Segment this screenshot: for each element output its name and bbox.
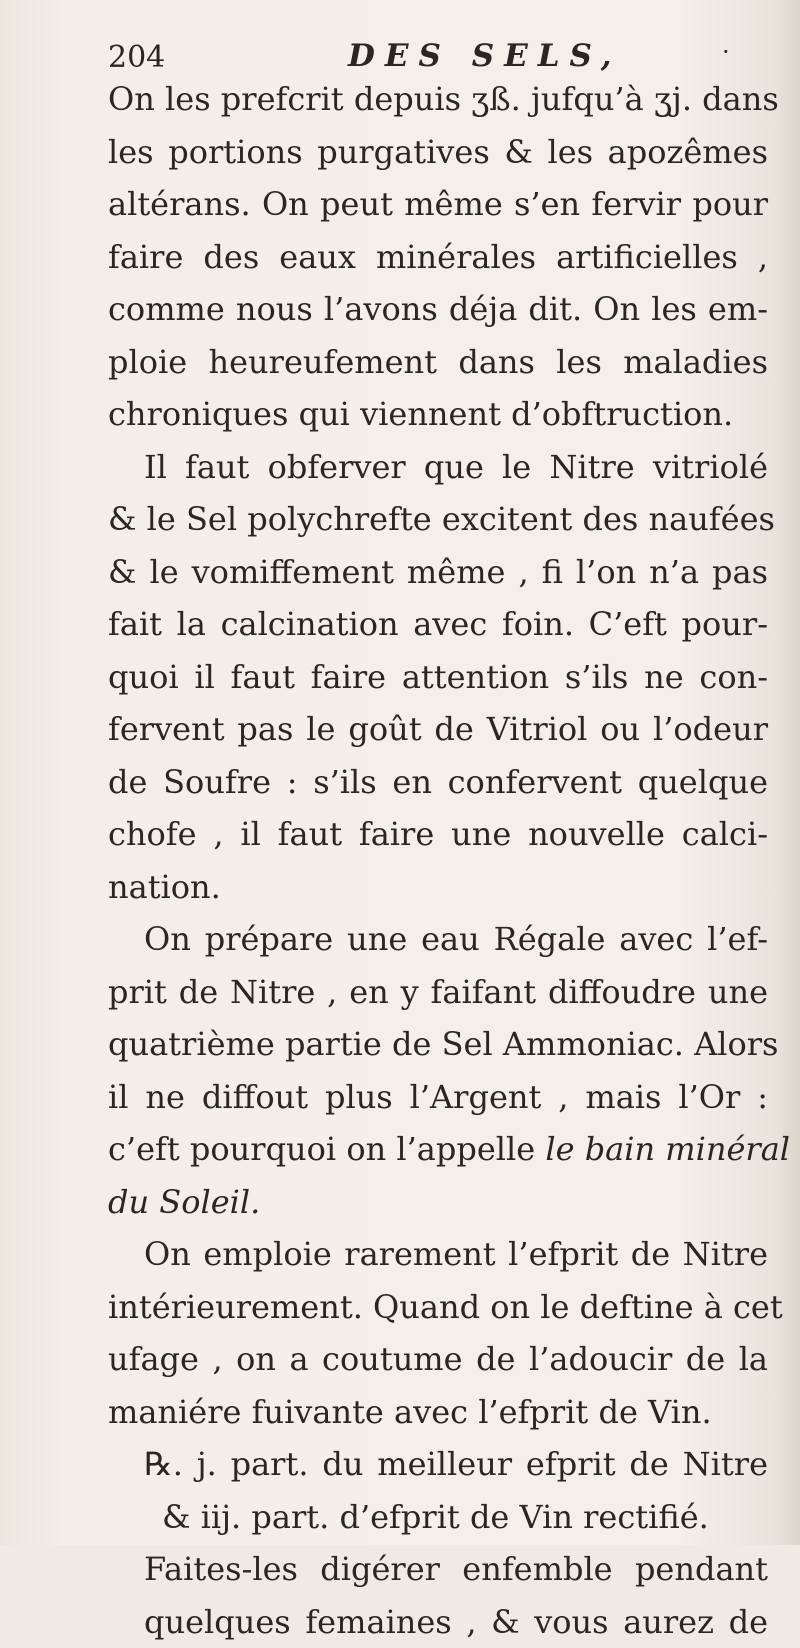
line-text: chofe , il faut faire une nouvelle calci- xyxy=(108,815,768,853)
line-text: c’eft pourquoi on l’appelle xyxy=(108,1130,535,1168)
line-text: & le vomiffement même , fi l’on n’a pas xyxy=(108,553,768,591)
text-line xyxy=(108,651,768,704)
header-mark: · xyxy=(722,38,730,66)
text-line xyxy=(108,1438,768,1491)
page-number: 204 xyxy=(108,40,165,75)
text-line xyxy=(108,756,768,809)
text-line xyxy=(108,1281,768,1334)
line-text: comme nous l’avons déja dit. On les em- xyxy=(108,290,768,328)
line-text: chroniques qui viennent d’obftruction. xyxy=(108,395,733,433)
text-line xyxy=(108,73,768,126)
line-text: faire des eaux minérales artificielles , xyxy=(108,238,768,276)
text-line xyxy=(108,703,768,756)
text-line xyxy=(108,1123,768,1176)
line-text: altérans. On peut même s’en fervir pour xyxy=(108,185,768,223)
line-text: fervent pas le goût de Vitriol ou l’odeur xyxy=(108,710,768,748)
line-text: prit de Nitre , en y faifant diffoudre une xyxy=(108,973,768,1011)
text-line xyxy=(108,1596,768,1648)
line-text: il ne diffout plus l’Argent , mais l’Or : xyxy=(108,1078,768,1116)
text-line xyxy=(108,231,768,284)
text-line xyxy=(108,1228,768,1281)
text-line xyxy=(108,336,768,389)
line-text: & iij. part. d’efprit de Vin rectifié. xyxy=(162,1498,709,1536)
text-line xyxy=(108,283,768,336)
line-text: du Soleil. xyxy=(108,1183,260,1221)
text-line xyxy=(108,913,768,966)
text-line xyxy=(108,546,768,599)
text-line xyxy=(108,966,768,1019)
line-text: ℞. j. part. du meilleur efprit de Nitre xyxy=(144,1445,768,1483)
text-line xyxy=(108,441,768,494)
text-line xyxy=(108,1386,768,1439)
line-text: quatrième partie de Sel Ammoniac. Alors xyxy=(108,1025,778,1063)
line-text: Faites-les digérer enfemble pendant xyxy=(144,1550,768,1588)
line-text: fait la calcination avec foin. C’eft pour- xyxy=(108,605,768,643)
line-text: On emploie rarement l’efprit de Nitre xyxy=(144,1235,768,1273)
text-line xyxy=(108,178,768,231)
body-text xyxy=(108,73,768,1648)
text-line xyxy=(108,1176,768,1229)
text-line xyxy=(108,598,768,651)
line-text: On prépare une eau Régale avec l’ef- xyxy=(144,920,768,958)
text-line xyxy=(108,388,768,441)
italic-phrase: le bain minéral xyxy=(545,1130,790,1168)
line-text: quoi il faut faire attention s’ils ne con- xyxy=(108,658,768,696)
text-line xyxy=(108,1491,768,1544)
line-text: ufage , on a coutume de l’adoucir de la xyxy=(108,1340,768,1378)
line-text: de Soufre : s’ils en confervent quelque xyxy=(108,763,768,801)
line-text: les portions purgatives & les apozêmes xyxy=(108,133,768,171)
text-line xyxy=(108,1543,768,1596)
running-title: DES SELS, xyxy=(348,38,622,74)
text-line xyxy=(108,1018,768,1071)
text-line xyxy=(108,1333,768,1386)
text-line xyxy=(108,808,768,861)
text-line xyxy=(108,493,768,546)
line-text: On les prefcrit depuis ʒß. jufqu’à ʒj. dans xyxy=(108,80,779,118)
line-text: quelques femaines , & vous aurez de xyxy=(144,1603,768,1641)
line-text: Il faut obferver que le Nitre vitriolé xyxy=(144,448,768,486)
text-line xyxy=(108,126,768,179)
line-text: intérieurement. Quand on le deftine à cet xyxy=(108,1288,783,1326)
text-line xyxy=(108,1071,768,1124)
text-line xyxy=(108,861,768,914)
line-text: maniére fuivante avec l’efprit de Vin. xyxy=(108,1393,712,1431)
line-text: & le Sel polychrefte excitent des naufées xyxy=(108,500,775,538)
line-text: nation. xyxy=(108,868,221,906)
line-text: ploie heureufement dans les maladies xyxy=(108,343,768,381)
